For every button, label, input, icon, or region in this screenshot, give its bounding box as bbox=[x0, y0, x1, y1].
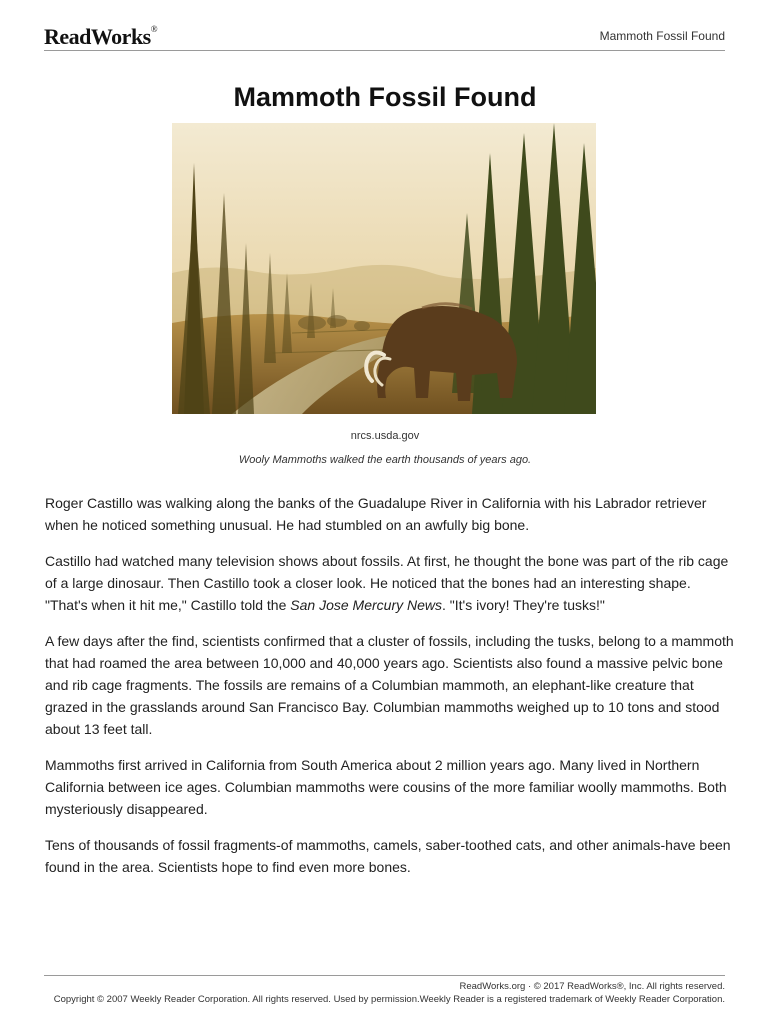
paragraph-2 bbox=[45, 550, 735, 616]
footer-readworks-copyright: ReadWorks.org · © 2017 ReadWorks®, Inc. All rights reserved. bbox=[459, 981, 725, 992]
mammoth-illustration-icon bbox=[172, 123, 596, 414]
logo-text: ReadWorks bbox=[44, 24, 151, 49]
header-title: Mammoth Fossil Found bbox=[599, 29, 725, 43]
paragraph-2-quote: . "It's ivory! They're tusks!" bbox=[442, 597, 605, 613]
paragraph-2-text: Castillo had watched many television shows about fossils. At first, he thought the bone was part of the rib cage of a large dinosaur. Then Castillo took a closer look. He noticed that the bones had an interesting shape. "That's when it hit me," Castillo told the bbox=[45, 553, 729, 613]
article-body bbox=[45, 492, 735, 892]
page-footer bbox=[44, 975, 725, 1005]
footer-weekly-reader-copyright: Copyright © 2007 Weekly Reader Corporation. All rights reserved. Used by permission.Weekly Reader is a registered trademark of Weekly Reader Corporation. bbox=[53, 994, 725, 1005]
paragraph-5: Tens of thousands of fossil fragments-of mammoths, camels, saber-toothed cats, and other animals-have been found in the area. Scientists hope to find even more bones. bbox=[45, 837, 731, 875]
image-credit: nrcs.usda.gov bbox=[350, 430, 420, 442]
article-title: Mammoth Fossil Found bbox=[233, 82, 537, 112]
image-caption: Wooly Mammoths walked the earth thousands of years ago. bbox=[238, 454, 532, 466]
registered-mark: ® bbox=[150, 23, 158, 34]
page-header bbox=[44, 22, 725, 51]
paragraph-1: Roger Castillo was walking along the banks of the Guadalupe River in California with his Labrador retriever when he noticed something unusual. He had stumbled on an awfully big bone. bbox=[45, 495, 707, 533]
readworks-logo[interactable] bbox=[44, 24, 157, 50]
paragraph-3: A few days after the find, scientists confirmed that a cluster of fossils, including the tusks, belong to a mammoth that had roamed the area between 10,000 and 40,000 years ago. Scientists also found a massive pelvic bone and rib cage fragments. The fossils are remains of a Columbian mammoth, an elephant-like creature that grazed in the grasslands around San Francisco Bay. Columbian mammoths weighed up to 10 tons and stood about 13 feet tall. bbox=[45, 633, 734, 737]
newspaper-title: San Jose Mercury News bbox=[290, 597, 442, 613]
paragraph-4: Mammoths first arrived in California from South America about 2 million years ago. Many lived in Northern California between ice ages. Columbian mammoths were cousins of the more familiar woolly mammoths. Both mysteriously disappeared. bbox=[45, 757, 727, 817]
